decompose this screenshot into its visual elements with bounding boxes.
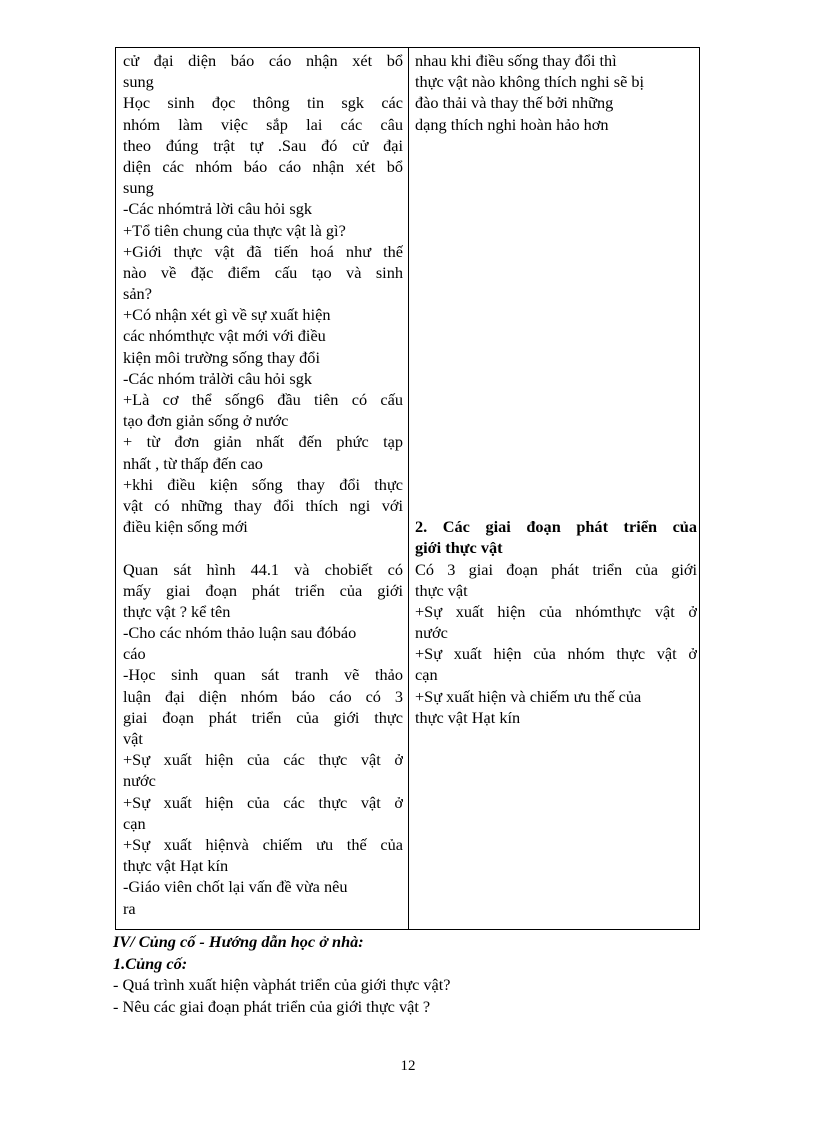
blank-line xyxy=(415,453,697,474)
text-line: Quan sát hình 44.1 và chobiết có xyxy=(123,559,403,579)
blank-line xyxy=(415,474,697,495)
text-line: -Cho các nhóm thảo luận sau đóbáo xyxy=(123,623,357,643)
text-line: tạo đơn giản sống ở nước xyxy=(123,411,289,431)
blank-line xyxy=(415,220,697,241)
lesson-table xyxy=(115,47,700,930)
text-line: nhóm làm việc sắp lai các câu xyxy=(123,114,403,134)
blank-line xyxy=(123,537,403,558)
consolidation-section xyxy=(113,931,713,1017)
text-line: vật xyxy=(123,729,143,748)
text-line: cáo xyxy=(123,644,146,664)
text-line: +Giới thực vật đã tiến hoá như thế xyxy=(123,241,403,261)
question-item: - Nêu các giai đoạn phát triển của giới thực vật ? xyxy=(113,996,431,1016)
blank-line xyxy=(415,304,697,325)
text-line: diện các nhóm báo cáo nhận xét bổ xyxy=(123,156,403,176)
text-line: +Sự xuất hiện của các thực vật ở xyxy=(123,750,403,770)
blank-line xyxy=(415,410,697,431)
blank-line xyxy=(415,262,697,283)
text-line: giới thực vật xyxy=(415,538,503,558)
text-line: Có 3 giai đoạn phát triển của giới xyxy=(415,559,697,579)
text-line: sung xyxy=(123,72,154,92)
text-line: giai đoạn phát triển của giới thực xyxy=(123,707,403,727)
column-divider xyxy=(408,48,409,929)
text-line: +Là cơ thể sống6 đầu tiên có cấu xyxy=(123,390,403,409)
blank-line xyxy=(415,156,697,177)
text-line: luận đại diện nhóm báo cáo có 3 xyxy=(123,686,403,706)
text-line: cạn xyxy=(123,813,146,833)
text-line: theo đúng trật tự .Sau đó cử đại xyxy=(123,135,403,155)
text-line: +Sự xuất hiện của các thực vật ở xyxy=(123,792,403,812)
text-line: +Sự xuất hiệnvà chiếm ưu thế của xyxy=(123,834,403,854)
blank-line xyxy=(415,495,697,516)
text-line: -Giáo viên chốt lại vấn đề vừa nêu xyxy=(123,877,348,897)
text-line: nước xyxy=(123,771,156,791)
blank-line xyxy=(415,241,697,262)
text-line: thực vật Hạt kín xyxy=(415,707,521,727)
text-line: nước xyxy=(415,623,448,643)
text-line: + từ đơn giản nhất đến phức tạp xyxy=(123,432,403,452)
text-line: các nhómthực vật mới với điều xyxy=(123,326,326,346)
content-column xyxy=(415,50,697,728)
text-line: thực vật Hạt kín xyxy=(123,856,229,876)
text-line: 2. Các giai đoạn phát triển của xyxy=(415,517,697,537)
blank-line xyxy=(415,368,697,389)
text-line: đào thải và thay thế bởi những xyxy=(415,93,614,113)
blank-line xyxy=(415,389,697,410)
text-line: -Học sinh quan sát tranh vẽ thảo xyxy=(123,665,403,685)
text-line: nào về đặc điểm cấu tạo và sinh xyxy=(123,262,403,282)
text-line: +Sự xuất hiện của nhómthực vật ở xyxy=(415,601,697,621)
text-line: thực vật nào không thích nghi sẽ bị xyxy=(415,72,645,92)
text-line: -Các nhóm trảlời câu hỏi sgk xyxy=(123,368,313,388)
text-line: điều kiện sống mới xyxy=(123,517,248,537)
text-line: thực vật xyxy=(415,580,468,600)
page-number: 12 xyxy=(400,1058,416,1074)
blank-line xyxy=(415,177,697,198)
text-line: +Có nhận xét gì về sự xuất hiện xyxy=(123,305,331,325)
text-line: cử đại diện báo cáo nhận xét bổ xyxy=(123,51,403,70)
text-line: kiện môi trường sống thay đổi xyxy=(123,347,320,367)
text-line: thực vật ? kể tên xyxy=(123,601,231,621)
text-line: mấy giai đoạn phát triển của giới xyxy=(123,580,403,600)
text-line: +Sự xuất hiện và chiếm ưu thế của xyxy=(415,686,642,706)
text-line: Học sinh đọc thông tin sgk các xyxy=(123,93,403,113)
text-line: nhau khi điều sống thay đổi thì xyxy=(415,51,617,70)
blank-line xyxy=(415,347,697,368)
text-line: -Các nhómtrả lời câu hỏi sgk xyxy=(123,199,313,219)
text-line: cạn xyxy=(415,665,438,685)
text-line: sản? xyxy=(123,284,152,304)
text-line: +Sự xuất hiện của nhóm thực vật ở xyxy=(415,644,697,664)
activity-column xyxy=(123,50,403,919)
text-line: ra xyxy=(123,898,136,918)
blank-line xyxy=(415,135,697,156)
blank-line xyxy=(415,431,697,452)
blank-line xyxy=(415,198,697,219)
blank-line xyxy=(415,325,697,346)
text-line: +Tổ tiên chung của thực vật là gì? xyxy=(123,220,346,240)
text-line: +khi điều kiện sống thay đổi thực xyxy=(123,474,403,494)
text-line: vật có những thay đổi thích ngi với xyxy=(123,495,403,515)
text-line: dạng thích nghi hoàn hảo hơn xyxy=(415,114,609,134)
section-heading: IV/ Củng cố - Hướng dẫn học ở nhà: xyxy=(113,932,364,951)
text-line: nhất , từ thấp đến cao xyxy=(123,453,263,473)
question-item: - Quá trình xuất hiện vàphát triển của giới thực vật? xyxy=(113,975,451,994)
subsection-heading: 1.Củng cố: xyxy=(113,953,188,973)
text-line: sung xyxy=(123,178,154,198)
blank-line xyxy=(415,283,697,304)
